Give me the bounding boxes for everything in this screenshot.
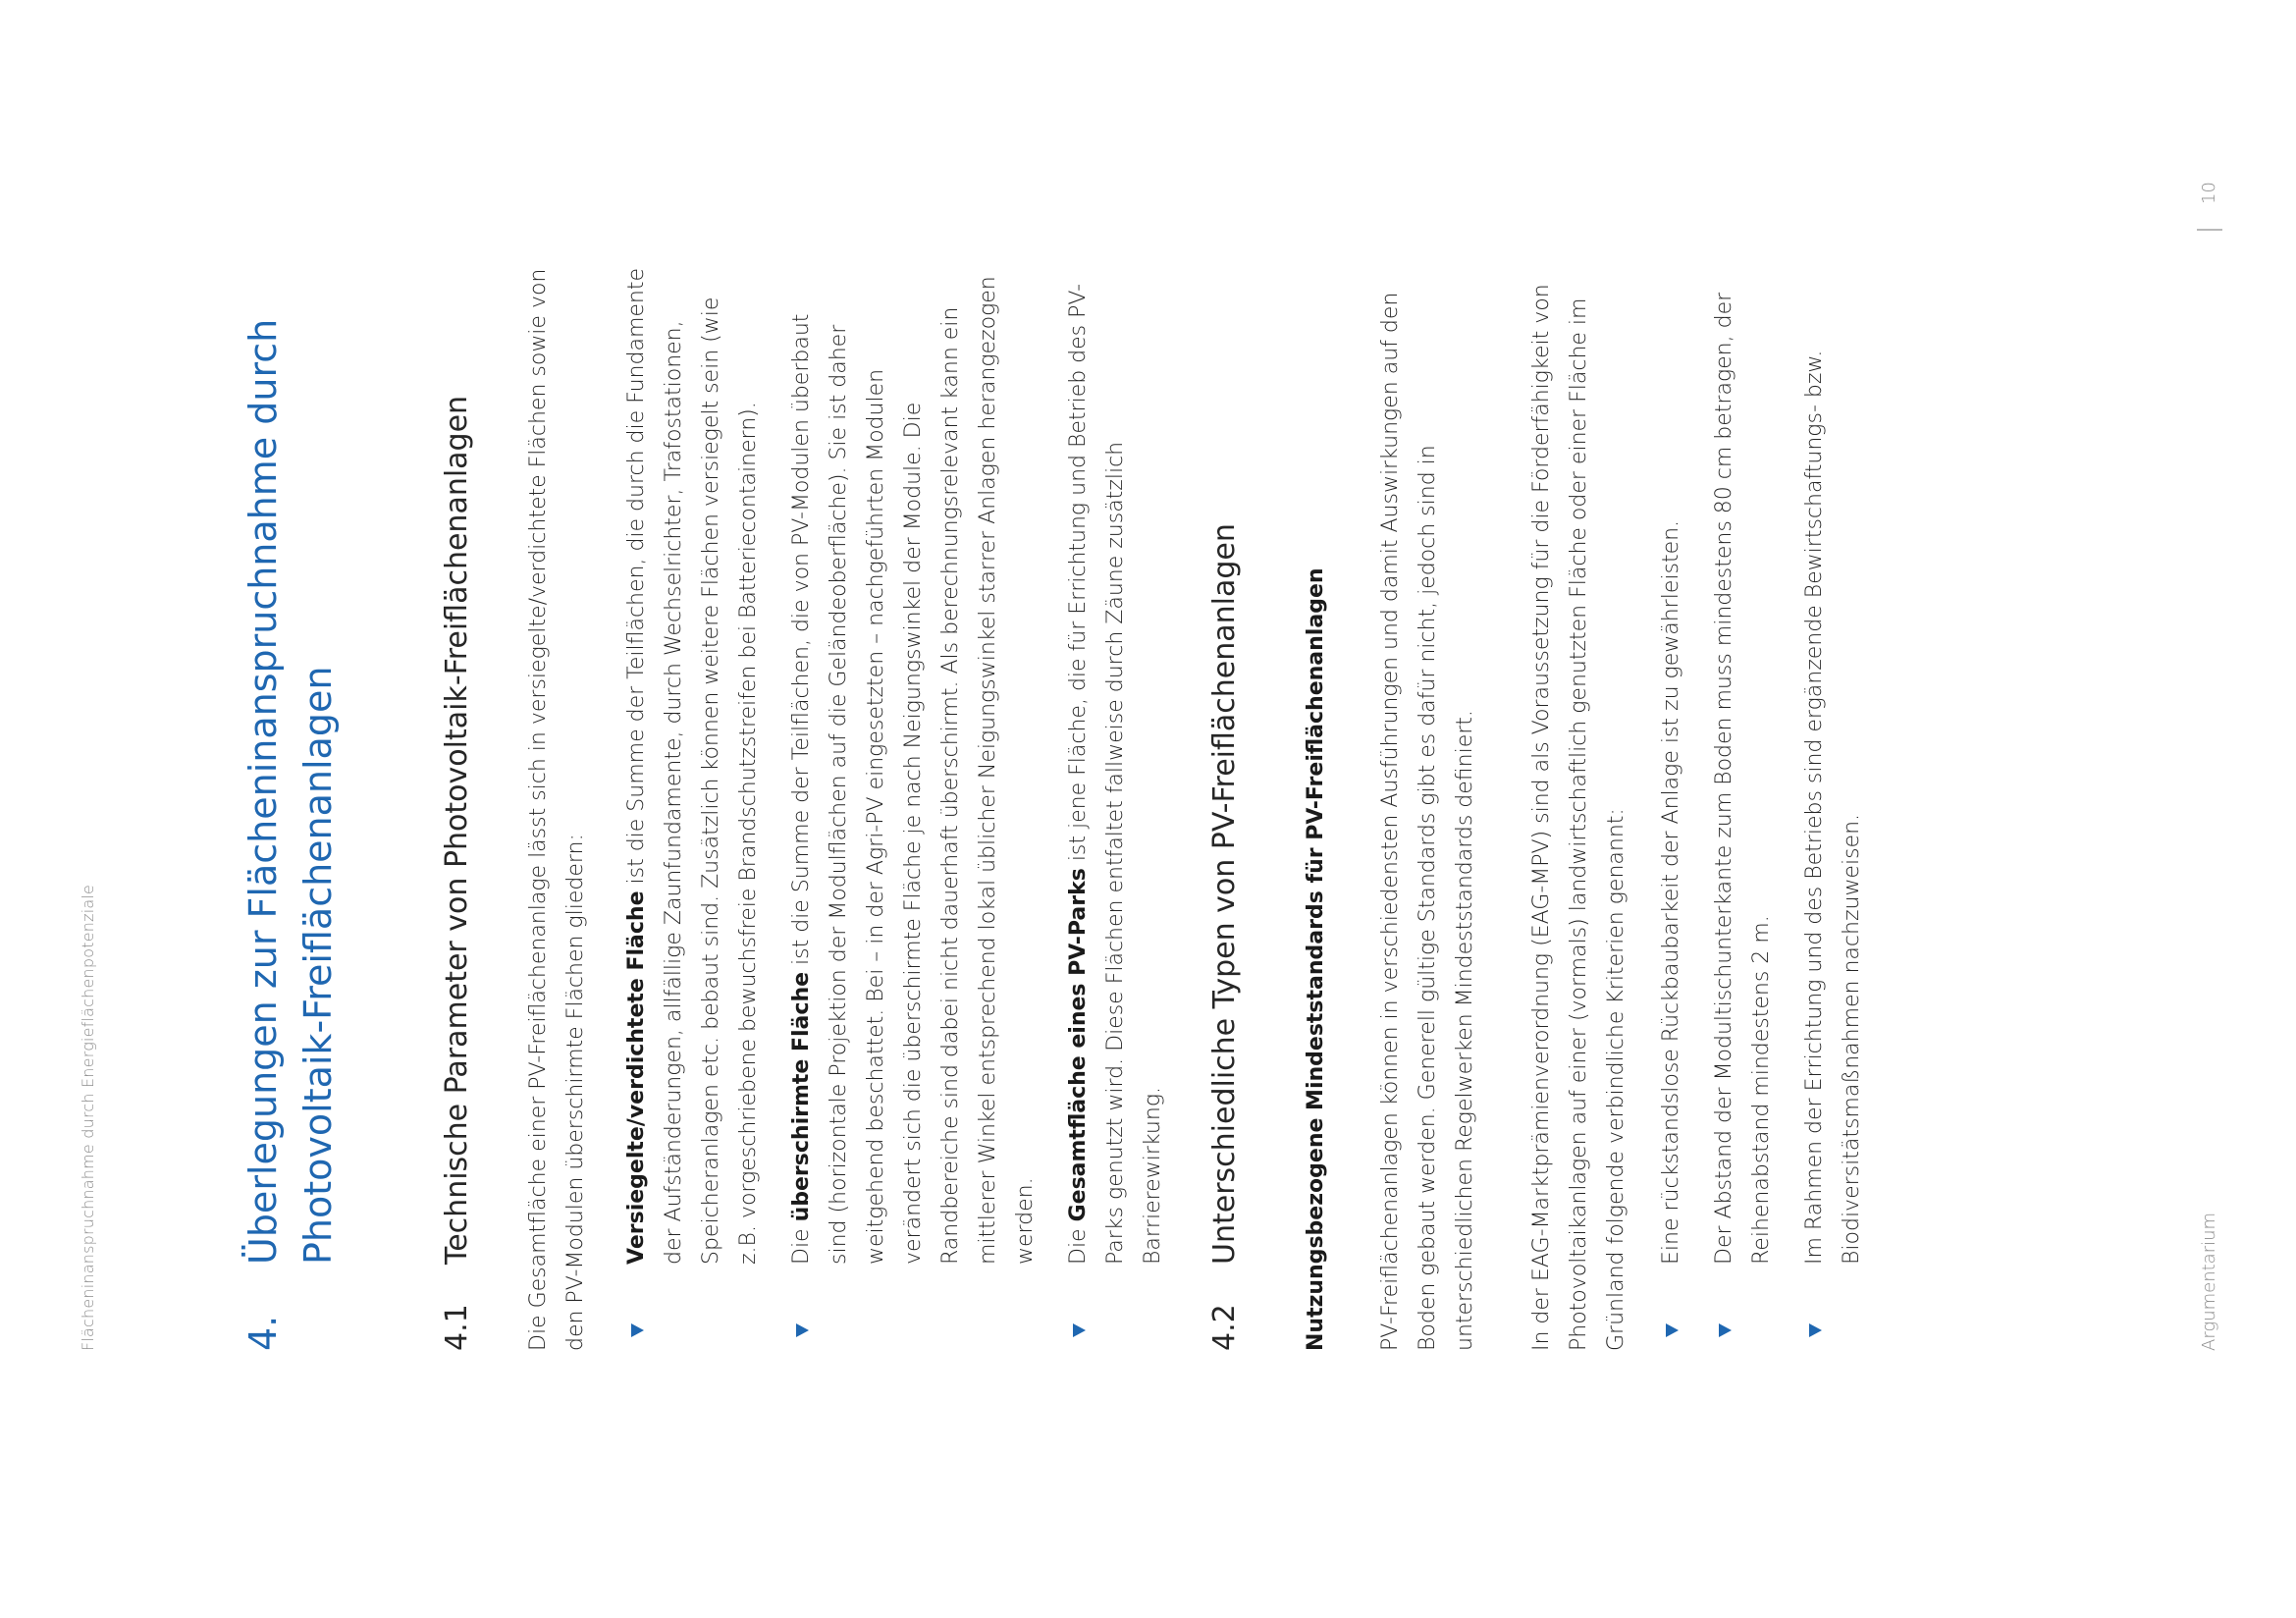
triangle-bullet-icon (631, 1323, 644, 1337)
list-item: Eine rückstandslose Rückbaubarkeit der Anlage ist zu gewährleisten. (1653, 263, 1690, 1351)
list-item: Im Rahmen der Errichtung und des Betriebs sind ergänzende Bewirtschaftungs- bzw. Biodiversitätsmaßnahmen nachzuweisen. (1796, 263, 1871, 1351)
section-number: 4.2 (1207, 1304, 1242, 1351)
section-4-2-paragraph-1: PV-Freiflächenanlagen können in verschiedensten Ausführungen und damit Auswirkungen auf den Boden gebaut werden. Generell gültige Standards gibt es dafür nicht, jedoch sind in unterschiedlichen Regelwerken Mindeststandards definiert. (1378, 292, 1477, 1351)
section-title: Unterschiedliche Typen von PV-Freiflächenanlagen (1207, 523, 1242, 1265)
term-bold: überschirmte Fläche (789, 971, 814, 1222)
section-4-1-bullet-list (618, 263, 1188, 1351)
section-4-2-bullet-list (1653, 263, 1887, 1351)
section-4-1-intro: Die Gesamtfläche einer PV-Freiflächenanlage lässt sich in versiegelte/verdichtete Flächen sowie von den PV-Modulen überschirmte Flächen gliedern: (526, 268, 588, 1351)
term-bold: Gesamtfläche eines PV-Parks (1066, 868, 1091, 1222)
section-number: 4.1 (440, 1304, 474, 1351)
footer-divider (2197, 229, 2222, 231)
running-header: Flächeninanspruchnahme durch Energieflächenpotenziale (79, 884, 97, 1351)
section-title: Technische Parameter von Photovoltaik-Freiflächenanlagen (440, 395, 474, 1265)
triangle-bullet-icon (1073, 1323, 1086, 1337)
subheading: Nutzungsbezogene Mindeststandards für PV-Freiflächenanlagen (1304, 567, 1328, 1351)
list-item: Versiegelte/verdichtete Fläche ist die Summe der Teilflächen, die durch die Fundamente der Aufständerungen, allfällige Zaunfundamente, durch Wechselrichter, Trafostationen, Speicheranlagen etc. bebaut sind. Zusätzlich können weitere Flächen versiegelt sein (wie z.B. vorgeschriebene bewuchsfreie Brandschutzstreifen bei Batteriecontainern). (618, 263, 768, 1351)
section-4-2-paragraph-2: In der EAG-Marktprämienverordnung (EAG-MPV) sind als Voraussetzung für die Förderfähigkeit von Photovoltaikanlagen auf einer (vormals) landwirtschaftlich genutzten Fläche oder einer Fläche im Grünland folgende verbindliche Kriterien genannt: (1529, 284, 1629, 1351)
chapter-title: Überlegungen zur Flächeninanspruchnahme durch Photovoltaik-Freiflächenanlagen (241, 318, 340, 1265)
list-item: Die Gesamtfläche eines PV-Parks ist jene Fläche, die für Errichtung und Betrieb des PV-Parks genutzt wird. Diese Flächen entfaltet fallweise durch Zäune zusätzlich Barrierewirkung. (1060, 263, 1172, 1351)
list-item: Die überschirmte Fläche ist die Summe der Teilflächen, die von PV-Modulen überbaut sind (horizontale Projektion der Modulflächen auf die Geländeoberfläche). Sie ist daher weitgehend beschattet. Bei – in der Agri-PV eingesetzten – nachgeführten Modulen verändert sich die überschirmte Fläche je nach Neigungswinkel der Module. Die Randbereiche sind dabei nicht dauerhaft überschirmt. Als berechnungsrelevant kann ein mittlerer Winkel entsprechend lokal üblicher Neigungswinkel starrer Anlagen herangezogen werden. (783, 263, 1044, 1351)
triangle-bullet-icon (1719, 1323, 1732, 1337)
triangle-bullet-icon (1809, 1323, 1822, 1337)
list-item: Der Abstand der Modultischunterkante zum Boden muss mindestens 80 cm betragen, der Reihenabstand mindestens 2 m. (1706, 263, 1781, 1351)
footer-label: Argumentarium (2199, 1212, 2219, 1351)
triangle-bullet-icon (1666, 1323, 1679, 1337)
page-number: 10 (2199, 182, 2219, 204)
triangle-bullet-icon (796, 1323, 809, 1337)
chapter-number: 4. (241, 1315, 285, 1351)
term-bold: Versiegelte/verdichtete Fläche (624, 890, 649, 1265)
